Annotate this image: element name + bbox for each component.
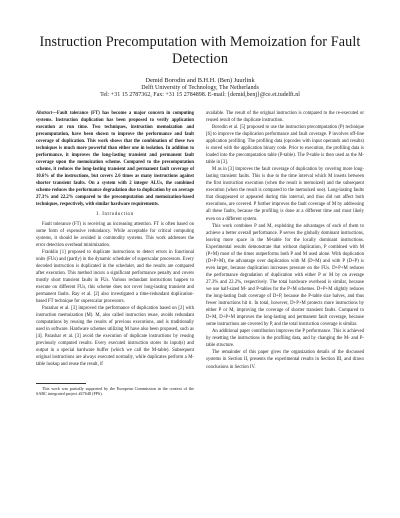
right-paragraph-6: The remainder of this paper gives the organization details of the discussed systems in Section II, presents the experimental results in Section III, and draws conclusions in Section IV.: [206, 350, 364, 370]
right-paragraph-4: This work combines P and M, exploiting the advantages of each of them to achieve a better overall performance. P serves the globally dominant instructions, leaving more space in the M-table for the locally dominant instructions. Experimental results demonstrate that without duplication, P combined with M (P+M) most of the times outperforms both P and M used alone. With duplication (D+P+M), the advantage over duplication with M (D+M) and with P (D+P) is even larger, because duplication increases pressure on the FUs. D+P+M reduces the performance degradation of duplication with either P or M by on average 27.3% and 22.2%, respectively. The total hardware overhead is similar, because we use half-sized M- and P-tables for the P+M schemes. D+P+M slightly reduces the long-lasting fault coverage of D+P, because the P-table size halves, and thus fewer instructions hit it. In total, however, D+P+M protects more instructions by either P or M, improving the coverage of shorter transient faults. Compared to D+M, D+P+M improves the long-lasting and permanent fault coverage, because some instructions are covered by P, and the total instruction coverage is similar.: [206, 223, 364, 328]
right-paragraph-3: M as in [3] improves the fault coverage of duplication by covering more long-lasting transient faults. This is due to the time interval which M inserts between the first instruction execution (when the result is memoized) and the subsequent execution (when the result is compared to the memoized one). Long-lasting faults that disappeared or appeared during this interval, and thus did not affect both executions, are covered. P further improves the fault coverage of M by addressing all these faults, because the profiling is done at a different time and most likely even on a different system.: [206, 167, 364, 222]
abstract-text: —Fault tolerance (FT) has become a major concern in computing systems. Instruction duplication has been proposed to verify application execution at run time. Two techniques, instruction memoization and precomputation, have been shown to improve the performance and fault coverage of duplication. This work shows that the combination of these two techniques is much more powerful than either one in isolation. In addition to performance, it improves the long-lasting transient and permanent fault coverage upon the memoization scheme. Compared to the precomputation scheme, it reduces the long-lasting transient and permanent fault coverage of 10.6% of the instructions, but covers 2.6 times as many instructions against shorter transient faults. On a system with 2 integer ALUs, the combined scheme reduces the performance degradation due to duplication by on average 27.3% and 22.2% compared to the precomputation and memoization-based techniques, respectively, with similar hardware requirements.: [36, 110, 194, 208]
two-column-body: [36, 110, 364, 397]
footnote-divider: [36, 383, 86, 384]
intro-paragraph-2: Franklin [1] proposed to duplicate instructions to detect errors in functional units (FUs) and (partly) in the dynamic scheduler of superscalar processors. Every decoded instruction is duplicated in the scheduler, and the results are compared after execution. This method incurs a significant performance penalty and covers mostly short transient faults in FUs. Various redundant instructions happen to execute on different FUs, this scheme does not cover long-lasting transient and permanent faults. Ray et al. [2] also investigated a time-redundant duplication-based FT technique for superscalar processors.: [36, 249, 194, 305]
right-paragraph-1: available. The result of the original instruction is compared to the re-executed or reused result of the duplicate instruction.: [206, 110, 364, 123]
intro-paragraph-1: Fault tolerance (FT) is receiving an increasing attention. FT is often based on some form of expensive redundancy. While acceptable for critical computing systems, it should be avoided in commodity systems. This work addresses the error detection overhead minimization.: [36, 221, 194, 248]
footnote: This work was partially supported by the European Commission in the context of the SARC integrated project #27648 (FP6).: [36, 385, 194, 397]
paper-title: Instruction Precomputation with Memoization for Fault Detection: [39, 34, 361, 67]
abstract: [36, 110, 194, 209]
right-column: [206, 110, 364, 397]
right-paragraph-2: Borodin et al. [5] proposed to use the instruction precomputation (P) technique [6] to improve the duplication performance and fault coverage. P involves off-line application profiling. The profiling data (opcodes with input operands and results) is stored with the application binary code. Prior to execution, the profiling data is loaded into the precomputation table (P-table). The P-table is then used as the M-table in [3].: [206, 124, 364, 166]
paper-contact: Tel: +31 15 2787362, Fax: +31 15 2784898. E-mail: {demid,benj}@ce.et.tudelft.nl: [100, 92, 300, 99]
left-column: [36, 110, 194, 397]
section-heading-introduction: I. Introduction: [96, 212, 134, 218]
abstract-lead: Abstract: [36, 110, 53, 116]
paper-authors: Demid Borodin and B.H.H. (Ben) Juurlink: [145, 77, 255, 84]
intro-paragraph-3: Parashar et al. [3] improved the performance of duplication based on [2] with instruction memoization (M). M, also called instruction reuse, avoids redundant computations by reusing the results of previous executions, and is traditionally used in software. Hardware schemes utilizing M have also been proposed, such as [4]. Parashar et al. [3] avoid the execution of duplicate instructions by reusing previously computed results. Every executed instruction stores its input(s) and output in a special hardware buffer (which we call the M-table). Subsequent original instructions are always executed normally, while duplicates perform a M-table lookup and reuse the result, if: [36, 306, 194, 368]
paper-affiliation: Delft University of Technology, The Netherlands: [141, 85, 259, 91]
right-paragraph-5: An additional paper contribution improves the P performance. This is achieved by resetting the instructions in the profiling data, and by changing the M- and P-table structure.: [206, 329, 364, 349]
